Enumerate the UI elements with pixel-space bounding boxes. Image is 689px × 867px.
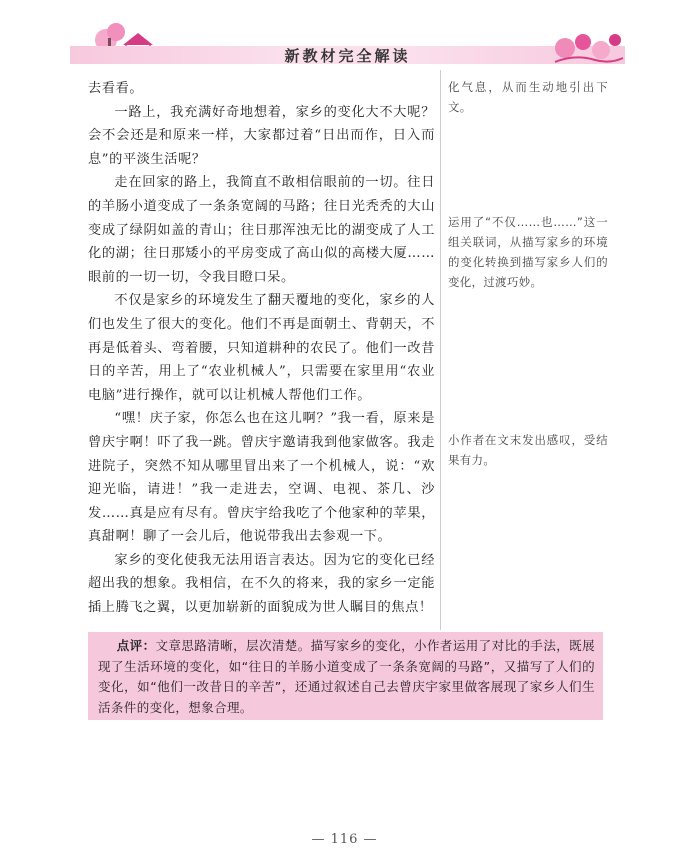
- article-paragraph: 一路上，我充满好奇地想着，家乡的变化大不大呢？会不会还是和原来一样，大家都过着“日出而作，日入而息”的平淡生活呢？: [88, 104, 435, 167]
- flower-decoration-icon: [545, 26, 625, 66]
- column-divider: [440, 70, 441, 630]
- side-note: 化气息，从而生动地引出下文。: [448, 80, 608, 114]
- comment-label: 点评：: [116, 638, 156, 653]
- header-title: 新教材完全解读: [284, 47, 411, 65]
- article-paragraph: 走在回家的路上，我简直不敢相信眼前的一切。往日的羊肠小道变成了一条条宽阔的马路；往日光秃秃的大山变成了绿阴如盖的青山；往日那浑浊无比的湖变成了人工化的湖；往日那矮小的平房变成了高山似的高楼大厦……眼前的一切一切，令我目瞪口呆。: [88, 175, 435, 285]
- page-number: — 116 —: [311, 832, 378, 847]
- article-paragraph: 不仅是家乡的环境发生了翻天覆地的变化，家乡的人们也发生了很大的变化。他们不再是面朝土、背朝天，不再是低着头、弯着腰，只知道耕种的农民了。他们一改昔日的辛苦，用上了“农业机械人”，只需要在家里用“农业电脑”进行操作，就可以让机械人帮他们工作。: [88, 293, 435, 403]
- side-note: 运用了“不仅……也……”这一组关联词，从描写家乡的环境的变化转换到描写家乡人们的变化，过渡巧妙。: [448, 215, 608, 289]
- article-body: [88, 77, 435, 620]
- article-paragraph: “嘿！庆子家，你怎么也在这儿啊？”我一看，原来是曾庆宇啊！吓了我一跳。曾庆宇邀请我到他家做客。我走进院子，突然不知从哪里冒出来了一个机械人，说：“欢迎光临，请进！”我一走进去，空调、电视、茶几、沙发……真是应有尽有。曾庆宇给我吃了个他家种的苹果，真甜啊！聊了一会儿后，他说带我出去参观一下。: [88, 411, 435, 545]
- side-note: 小作者在文末发出感叹，受结果有力。: [448, 433, 608, 467]
- page-header: [70, 18, 625, 70]
- article-paragraph: 去看看。: [88, 81, 144, 96]
- article-paragraph: 家乡的变化使我无法用语言表达。因为它的变化已经超出我的想象。我相信，在不久的将来，我的家乡一定能插上腾飞之翼，以更加崭新的面貌成为世人瞩目的焦点！: [88, 552, 435, 616]
- review-comment-box: [88, 632, 603, 720]
- comment-text: 文章思路清晰，层次清楚。描写家乡的变化，小作者运用了对比的手法，既展现了生活环境的变化，如“往日的羊肠小道变成了一条条宽阔的马路”，又描写了人们的变化，如“他们一改昔日的辛苦”，还通过叙述自己去曾庆宇家里做客展现了家乡人们生活条件的变化，想象合理。: [98, 638, 595, 715]
